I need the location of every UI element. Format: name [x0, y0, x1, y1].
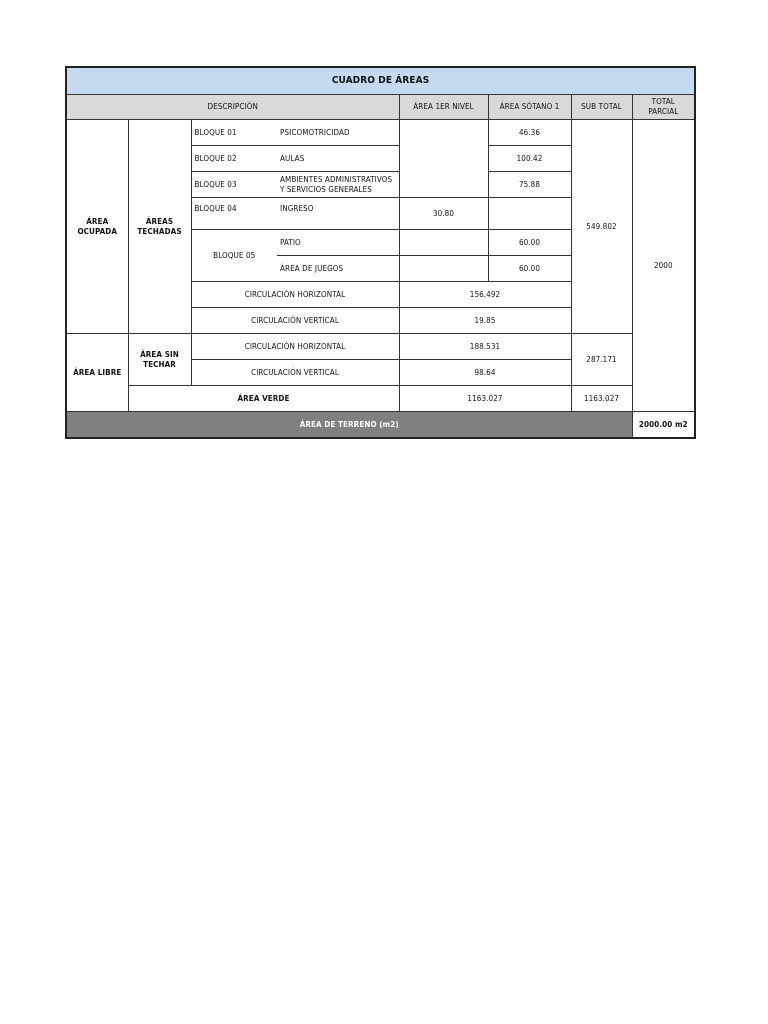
- subtotal-techadas: 549.802: [571, 120, 632, 334]
- header-area-1er-nivel: ÁREA 1ER NIVEL: [399, 95, 488, 120]
- group-area-ocupada: ÁREA OCUPADA: [66, 120, 128, 334]
- header-total-parcial: TOTAL PARCIAL: [632, 95, 695, 120]
- area-1er-nivel-cell: [399, 120, 488, 198]
- area-verde-value: 1163.027: [399, 386, 571, 412]
- block-label: BLOQUE 01: [191, 120, 277, 146]
- group-areas-techadas: ÁREAS TECHADAS: [128, 120, 191, 334]
- header-area-sotano: ÁREA SÓTANO 1: [488, 95, 571, 120]
- area-1er-nivel-cell: [399, 256, 488, 282]
- block-label: BLOQUE 03: [191, 172, 277, 198]
- block-label: BLOQUE 05: [191, 230, 277, 282]
- circulation-value: 188.531: [399, 334, 571, 360]
- area-verde-subtotal: 1163.027: [571, 386, 632, 412]
- block-description: PSICOMOTRICIDAD: [277, 120, 399, 146]
- table-title: CUADRO DE ÁREAS: [66, 67, 695, 95]
- block-description: ÁREA DE JUEGOS: [277, 256, 399, 282]
- block-description: INGRESO: [277, 198, 399, 230]
- area-sotano-cell: 60.00: [488, 230, 571, 256]
- area-1er-nivel-cell: 30.80: [399, 198, 488, 230]
- block-description: PATIO: [277, 230, 399, 256]
- terreno-label: ÁREA DE TERRENO (m2): [66, 412, 632, 439]
- group-area-sin-techar: ÁREA SIN TECHAR: [128, 334, 191, 386]
- block-description: AMBIENTES ADMINISTRATIVOS Y SERVICIOS GENERALES: [277, 172, 399, 198]
- total-parcial: 2000: [632, 120, 695, 412]
- area-sotano-cell: 60.00: [488, 256, 571, 282]
- block-label: BLOQUE 02: [191, 146, 277, 172]
- area-verde-label: ÁREA VERDE: [128, 386, 399, 412]
- header-descripcion: DESCRIPCIÓN: [66, 95, 399, 120]
- group-area-libre: ÁREA LIBRE: [66, 334, 128, 412]
- block-label: BLOQUE 04: [191, 198, 277, 230]
- terreno-total: 2000.00 m2: [632, 412, 695, 439]
- circulation-label: CIRCULACIÓN HORIZONTAL: [191, 334, 399, 360]
- area-sotano-cell: 100.42: [488, 146, 571, 172]
- circulation-label: CIRCULACIÓN VERTICAL: [191, 360, 399, 386]
- area-sotano-cell: [488, 198, 571, 230]
- area-1er-nivel-cell: [399, 230, 488, 256]
- area-sotano-cell: 46.36: [488, 120, 571, 146]
- circulation-label: CIRCULACIÓN VERTICAL: [191, 308, 399, 334]
- circulation-value: 19.85: [399, 308, 571, 334]
- header-sub-total: SUB TOTAL: [571, 95, 632, 120]
- block-description: AULAS: [277, 146, 399, 172]
- circulation-label: CIRCULACIÓN HORIZONTAL: [191, 282, 399, 308]
- circulation-value: 156.492: [399, 282, 571, 308]
- circulation-value: 98.64: [399, 360, 571, 386]
- subtotal-sin-techar: 287.171: [571, 334, 632, 386]
- area-sotano-cell: 75.88: [488, 172, 571, 198]
- areas-table: [65, 66, 696, 439]
